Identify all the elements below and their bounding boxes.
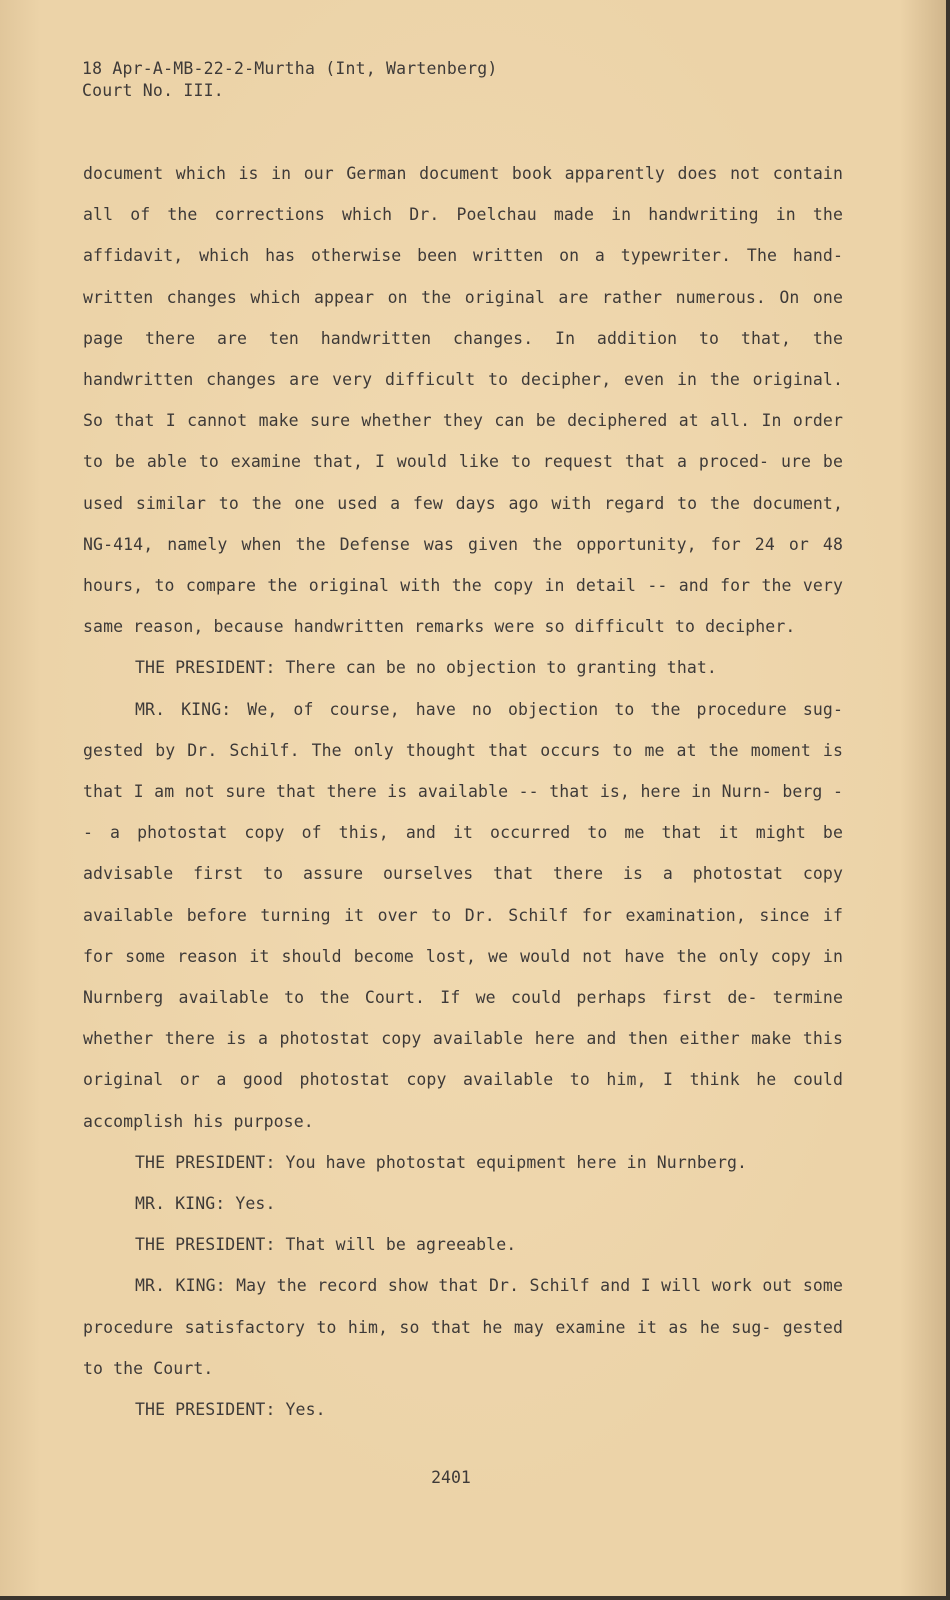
- paragraph-president-yes: THE PRESIDENT: Yes.: [135, 1400, 326, 1420]
- paragraph-president-no-objection: THE PRESIDENT: There can be no objection to granting that.: [135, 658, 717, 678]
- page-number: 2401: [431, 1468, 471, 1487]
- paragraph-president-equipment: THE PRESIDENT: You have photostat equipment here in Nurnberg.: [135, 1152, 748, 1172]
- paragraph-president-agreeable: THE PRESIDENT: That will be agreeable.: [135, 1235, 517, 1255]
- paragraph-continued-testimony: document which is in our German document book apparently does not contain all of the corrections which Dr. Poelchau made in handwriting in the affidavit, which has otherwise been written on a typewriter. The hand- written changes which appear on the original are rather numerous. On one page there are ten handwritten changes. In addition to that, the handwritten changes are very difficult to decipher, even in the original. So that I cannot make sure whether they can be deciphered at all. In order to be able to examine that, I would like to request that a proced- ure be used similar to the one used a few days ago with regard to the document, NG-414, namely when the Defense was given the opportunity, for 24 or 48 hours, to compare the original with the copy in detail -- and for the very same reason, because handwritten remarks were so difficult to decipher.: [83, 164, 843, 637]
- page-header: [82, 58, 498, 102]
- header-court-line: Court No. III.: [82, 81, 224, 100]
- paragraph-king-photostat: MR. KING: We, of course, have no objection to the procedure sug- gested by Dr. Schilf. The only thought that occurs to me at the moment is that I am not sure that there is available -- that is, here in Nurn- berg -- a photostat copy of this, and it occurred to me that it might be advisable first to assure ourselves that there is a photostat copy available before turning it over to Dr. Schilf for examination, since if for some reason it should become lost, we would not have the only copy in Nurnberg available to the Court. If we could perhaps first de- termine whether there is a photostat copy available here and then either make this original or a good photostat copy available to him, I think he could accomplish his purpose.: [83, 699, 843, 1131]
- paragraph-king-yes: MR. KING: Yes.: [135, 1194, 276, 1214]
- transcript-body: [83, 153, 843, 1430]
- header-case-line: 18 Apr-A-MB-22-2-Murtha (Int, Wartenberg): [82, 59, 498, 78]
- paragraph-king-record: MR. KING: May the record show that Dr. Schilf and I will work out some procedure satisfactory to him, so that he may examine it as he sug- gested to the Court.: [83, 1276, 843, 1378]
